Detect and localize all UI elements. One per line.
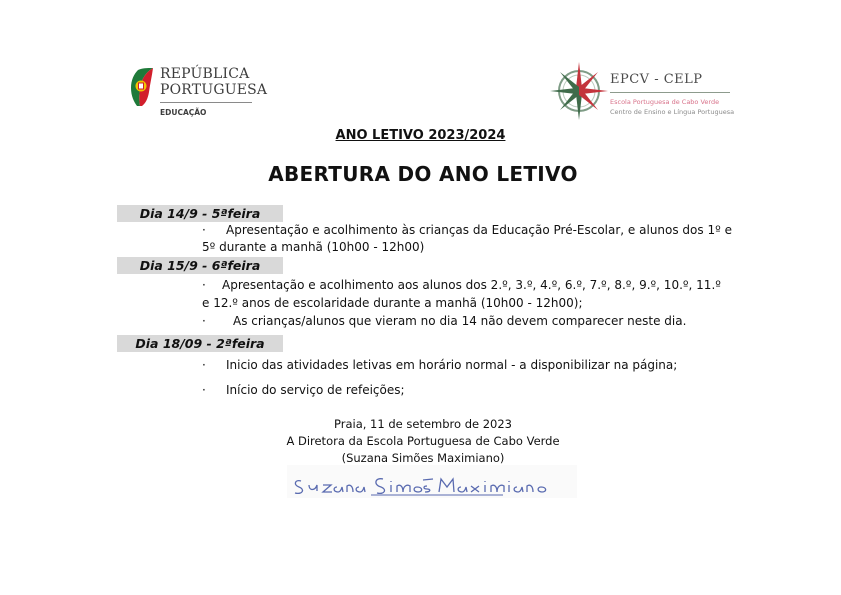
bullet: · (202, 223, 206, 237)
place-date: Praia, 11 de setembro de 2023 (334, 417, 512, 431)
list-item (202, 222, 732, 239)
logo-title-line2: PORTUGUESA (160, 82, 268, 98)
logo-divider (160, 102, 252, 103)
school-year-heading: ANO LETIVO 2023/2024 (335, 128, 506, 143)
epcv-title: EPCV - CELP (610, 72, 703, 87)
republica-portuguesa-logo (126, 64, 266, 124)
signatory-name: (Suzana Simões Maximiano) (341, 451, 505, 465)
logo-title-line1: REPÚBLICA (160, 66, 250, 82)
logo-subtitle: EDUCAÇÃO (160, 108, 207, 117)
bullet: · (202, 358, 206, 372)
page-title: ABERTURA DO ANO LETIVO (268, 162, 578, 186)
epcv-center-name: Centro de Ensino e Língua Portuguesa (610, 108, 735, 116)
compass-rose-icon (548, 60, 610, 122)
signature-scribble-icon (287, 465, 577, 498)
bullet: · (202, 383, 206, 397)
list-item (202, 313, 686, 330)
signatory-role: A Diretora da Escola Portuguesa de Cabo Verde (286, 434, 560, 448)
handwritten-signature (287, 465, 577, 498)
item-text: As crianças/alunos que vieram no dia 14 não devem comparecer neste dia. (233, 314, 687, 328)
bullet: · (202, 278, 206, 292)
item-text: Apresentação e acolhimento aos alunos dos 2.º, 3.º, 4.º, 6.º, 7.º, 8.º, 9.º, 10.º, 11.º (222, 278, 721, 292)
day-header-18-09: Dia 18/09 - 2ªfeira (117, 335, 283, 352)
epcv-school-name: Escola Portuguesa de Cabo Verde (610, 98, 720, 106)
list-item (202, 357, 677, 374)
day-header-15-9: Dia 15/9 - 6ªfeira (117, 257, 283, 274)
item-text: Início do serviço de refeições; (226, 383, 405, 397)
item-text: Inicio das atividades letivas em horário normal - a disponibilizar na página; (226, 358, 678, 372)
epcv-divider (610, 92, 730, 93)
epcv-celp-logo (548, 60, 738, 125)
list-item-continuation: 5º durante a manhã (10h00 - 12h00) (202, 240, 425, 254)
list-item-continuation: e 12.º anos de escolaridade durante a manhã (10h00 - 12h00); (202, 296, 583, 310)
list-item (202, 382, 405, 399)
portugal-flag-emblem-icon (128, 66, 154, 108)
list-item (202, 277, 721, 294)
day-header-14-9: Dia 14/9 - 5ªfeira (117, 205, 283, 222)
item-text: Apresentação e acolhimento às crianças da Educação Pré-Escolar, e alunos dos 1º e (226, 223, 732, 237)
bullet: · (202, 314, 206, 328)
